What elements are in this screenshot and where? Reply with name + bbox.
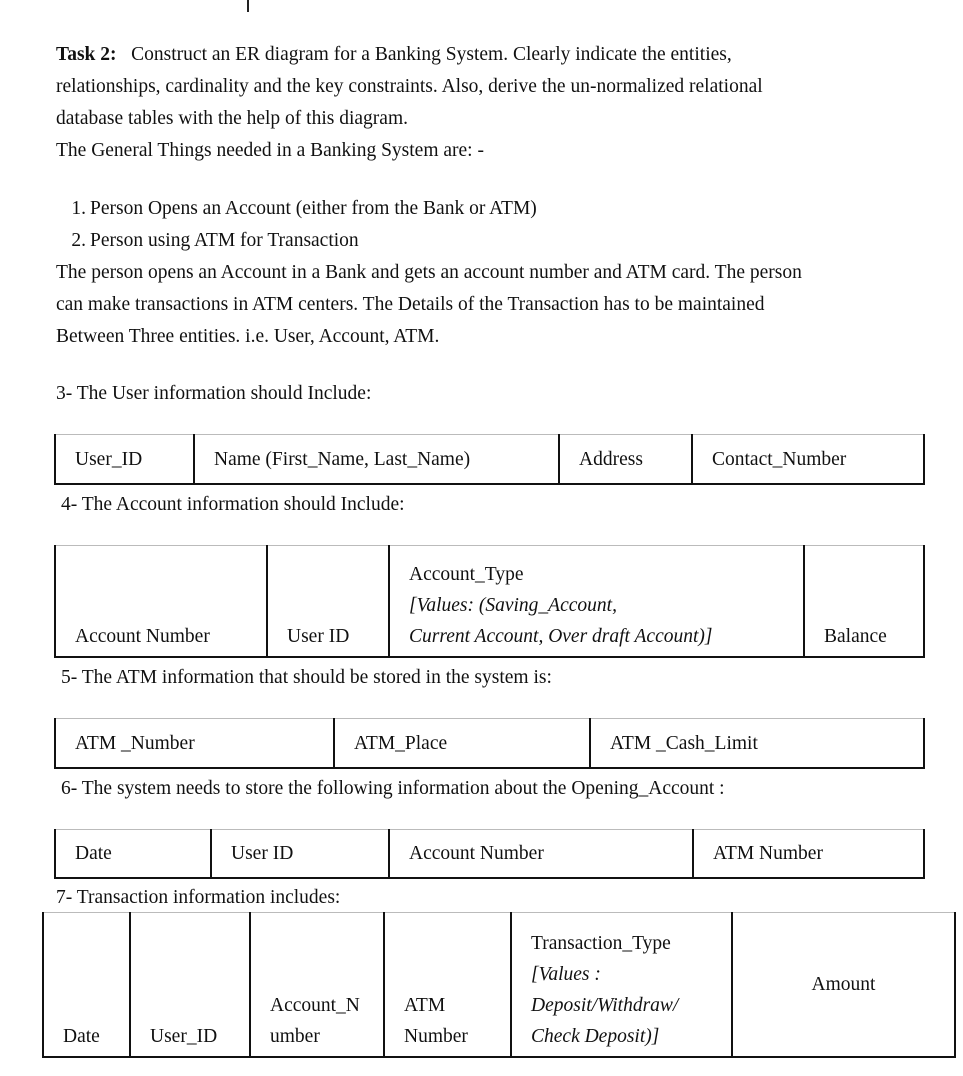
- list-item: [56, 198, 537, 220]
- table-cell: ATM_Place: [334, 719, 590, 769]
- table-cell: ATM Number: [693, 830, 924, 879]
- table-cell: Name (First_Name, Last_Name): [194, 435, 559, 485]
- task-text-1: Construct an ER diagram for a Banking System. Clearly indicate the entities,: [131, 44, 732, 65]
- atm-table: [54, 718, 925, 769]
- task-line-4: The General Things needed in a Banking System are: -: [56, 140, 484, 161]
- table-cell: ATM _Number: [55, 719, 334, 769]
- list-text: Person using ATM for Transaction: [90, 230, 359, 251]
- table-cell: User_ID: [55, 435, 194, 485]
- table-cell: Amount: [732, 913, 955, 1058]
- account-type-title: Account_Type: [409, 564, 524, 585]
- table-cell: ATM _Cash_Limit: [590, 719, 924, 769]
- table-row: [55, 435, 924, 485]
- account-type-values-1: [Values: (Saving_Account,: [409, 595, 617, 616]
- account-table: [54, 545, 925, 658]
- user-section-heading: 3- The User information should Include:: [56, 383, 372, 404]
- table-cell: Address: [559, 435, 692, 485]
- table-cell: Account Number: [55, 546, 267, 658]
- task-line-2: relationships, cardinality and the key constraints. Also, derive the un-normalized relational: [56, 76, 763, 97]
- account-type-values-2: Current Account, Over draft Account)]: [409, 626, 713, 647]
- atm-number-cell: [384, 913, 511, 1058]
- list-text: Person Opens an Account (either from the Bank or ATM): [90, 198, 537, 219]
- transaction-section-heading: 7- Transaction information includes:: [56, 887, 341, 908]
- atm-number-line-2: Number: [404, 1026, 468, 1047]
- description-line-2: can make transactions in ATM centers. The Details of the Transaction has to be maintained: [56, 294, 765, 315]
- table-cell: User ID: [211, 830, 389, 879]
- list-item: [56, 230, 359, 252]
- table-cell: Contact_Number: [692, 435, 924, 485]
- table-row: [55, 719, 924, 769]
- table-row: [43, 913, 955, 1058]
- table-row: [55, 830, 924, 879]
- transaction-type-values-2: Deposit/Withdraw/: [531, 995, 679, 1016]
- account-number-line-1: Account_N: [270, 995, 360, 1016]
- list-number: 2.: [71, 230, 86, 251]
- opening-section-heading: 6- The system needs to store the following information about the Opening_Account :: [61, 778, 725, 799]
- opening-table: [54, 829, 925, 879]
- account-section-heading: 4- The Account information should Include:: [61, 494, 405, 515]
- table-cell: Date: [43, 913, 130, 1058]
- transaction-type-values-1: [Values :: [531, 964, 601, 985]
- user-table: [54, 434, 925, 485]
- list-number: 1.: [71, 198, 86, 219]
- table-cell: User ID: [267, 546, 389, 658]
- atm-number-line-1: ATM: [404, 995, 446, 1016]
- task-line-1: [56, 44, 732, 66]
- table-cell: Balance: [804, 546, 924, 658]
- task-line-3: database tables with the help of this diagram.: [56, 108, 408, 129]
- table-cell: Account Number: [389, 830, 693, 879]
- table-row: [55, 546, 924, 658]
- account-number-cell: [250, 913, 384, 1058]
- transaction-table: [42, 912, 956, 1058]
- task-label: Task 2:: [56, 44, 117, 65]
- table-cell: User_ID: [130, 913, 250, 1058]
- description-line-3: Between Three entities. i.e. User, Account, ATM.: [56, 326, 440, 347]
- transaction-type-cell: [511, 913, 732, 1058]
- table-cell: Date: [55, 830, 211, 879]
- atm-section-heading: 5- The ATM information that should be stored in the system is:: [61, 667, 552, 688]
- transaction-type-values-3: Check Deposit)]: [531, 1026, 660, 1047]
- transaction-type-title: Transaction_Type: [531, 933, 671, 954]
- account-type-cell: [389, 546, 804, 658]
- account-number-line-2: umber: [270, 1026, 320, 1047]
- text-cursor: [247, 0, 249, 12]
- description-line-1: The person opens an Account in a Bank and gets an account number and ATM card. The person: [56, 262, 802, 283]
